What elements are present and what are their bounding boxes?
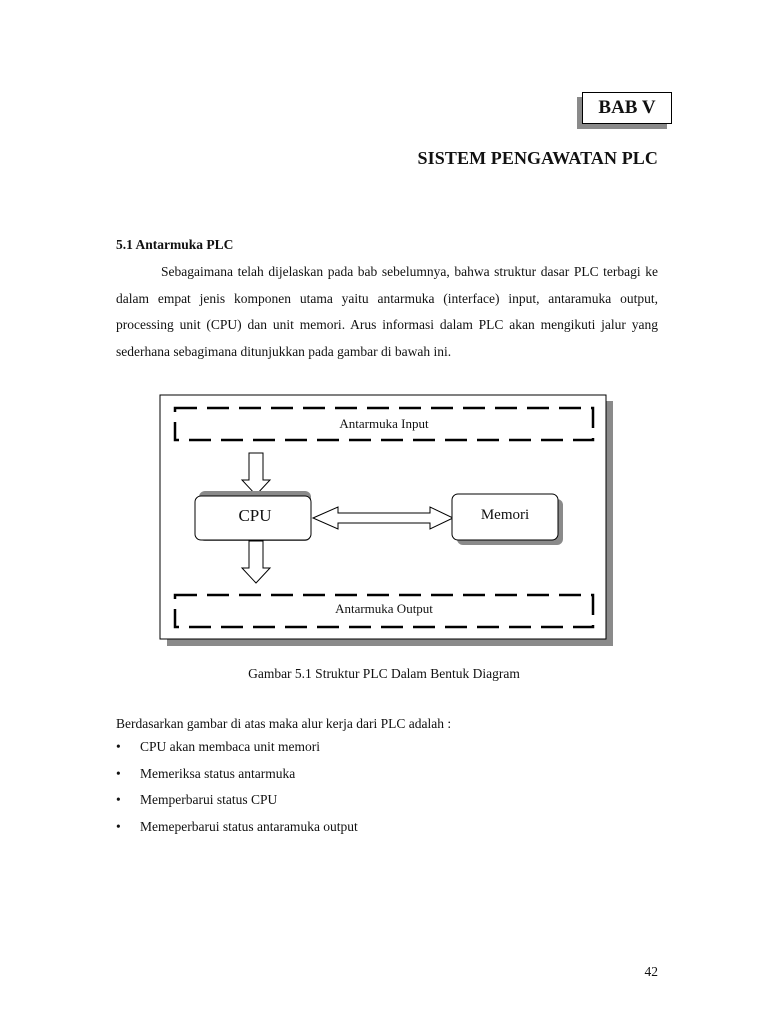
chapter-label-text: BAB V [598, 97, 656, 118]
bullet-icon: • [116, 818, 121, 834]
bullet-icon: • [116, 765, 121, 781]
plc-structure-diagram [155, 393, 615, 648]
bullet-icon: • [116, 739, 121, 754]
page-number: 42 [644, 964, 658, 979]
memory-label: Memori [480, 507, 530, 523]
list-item [116, 766, 358, 793]
workflow-intro: Berdasarkan gambar di atas maka alur kerja dari PLC adalah : [116, 716, 452, 731]
list-item-text: Memeperbarui status antaramuka output [140, 818, 358, 834]
chapter-title: SISTEM PENGAWATAN PLC [417, 148, 658, 168]
figure-caption: Gambar 5.1 Struktur PLC Dalam Bentuk Diagram [248, 666, 520, 681]
bullet-icon: • [116, 792, 121, 807]
list-item [116, 739, 358, 766]
list-item [116, 819, 358, 846]
list-item-text: Memeriksa status antarmuka [140, 765, 296, 781]
input-interface-label: Antarmuka Input [339, 416, 429, 431]
workflow-list [116, 739, 358, 845]
list-item-text: CPU akan membaca unit memori [140, 739, 320, 754]
list-item [116, 792, 358, 819]
output-interface-label: Antarmuka Output [335, 601, 433, 616]
cpu-label: CPU [238, 506, 272, 525]
list-item-text: Memperbarui status CPU [140, 792, 278, 807]
chapter-label [582, 92, 672, 124]
section-heading: 5.1 Antarmuka PLC [116, 237, 234, 252]
body-paragraph: Sebagaimana telah dijelaskan pada bab sebelumnya, bahwa struktur dasar PLC terbagi ke dalam empat jenis komponen utama yaitu antarmuka (interface) input, antaramuka output, processing unit (CPU) dan unit memori. Arus informasi dalam PLC akan mengikuti jalur yang sederhana sebagimana ditunjukkan pada gambar di bawah ini. [116, 264, 658, 359]
